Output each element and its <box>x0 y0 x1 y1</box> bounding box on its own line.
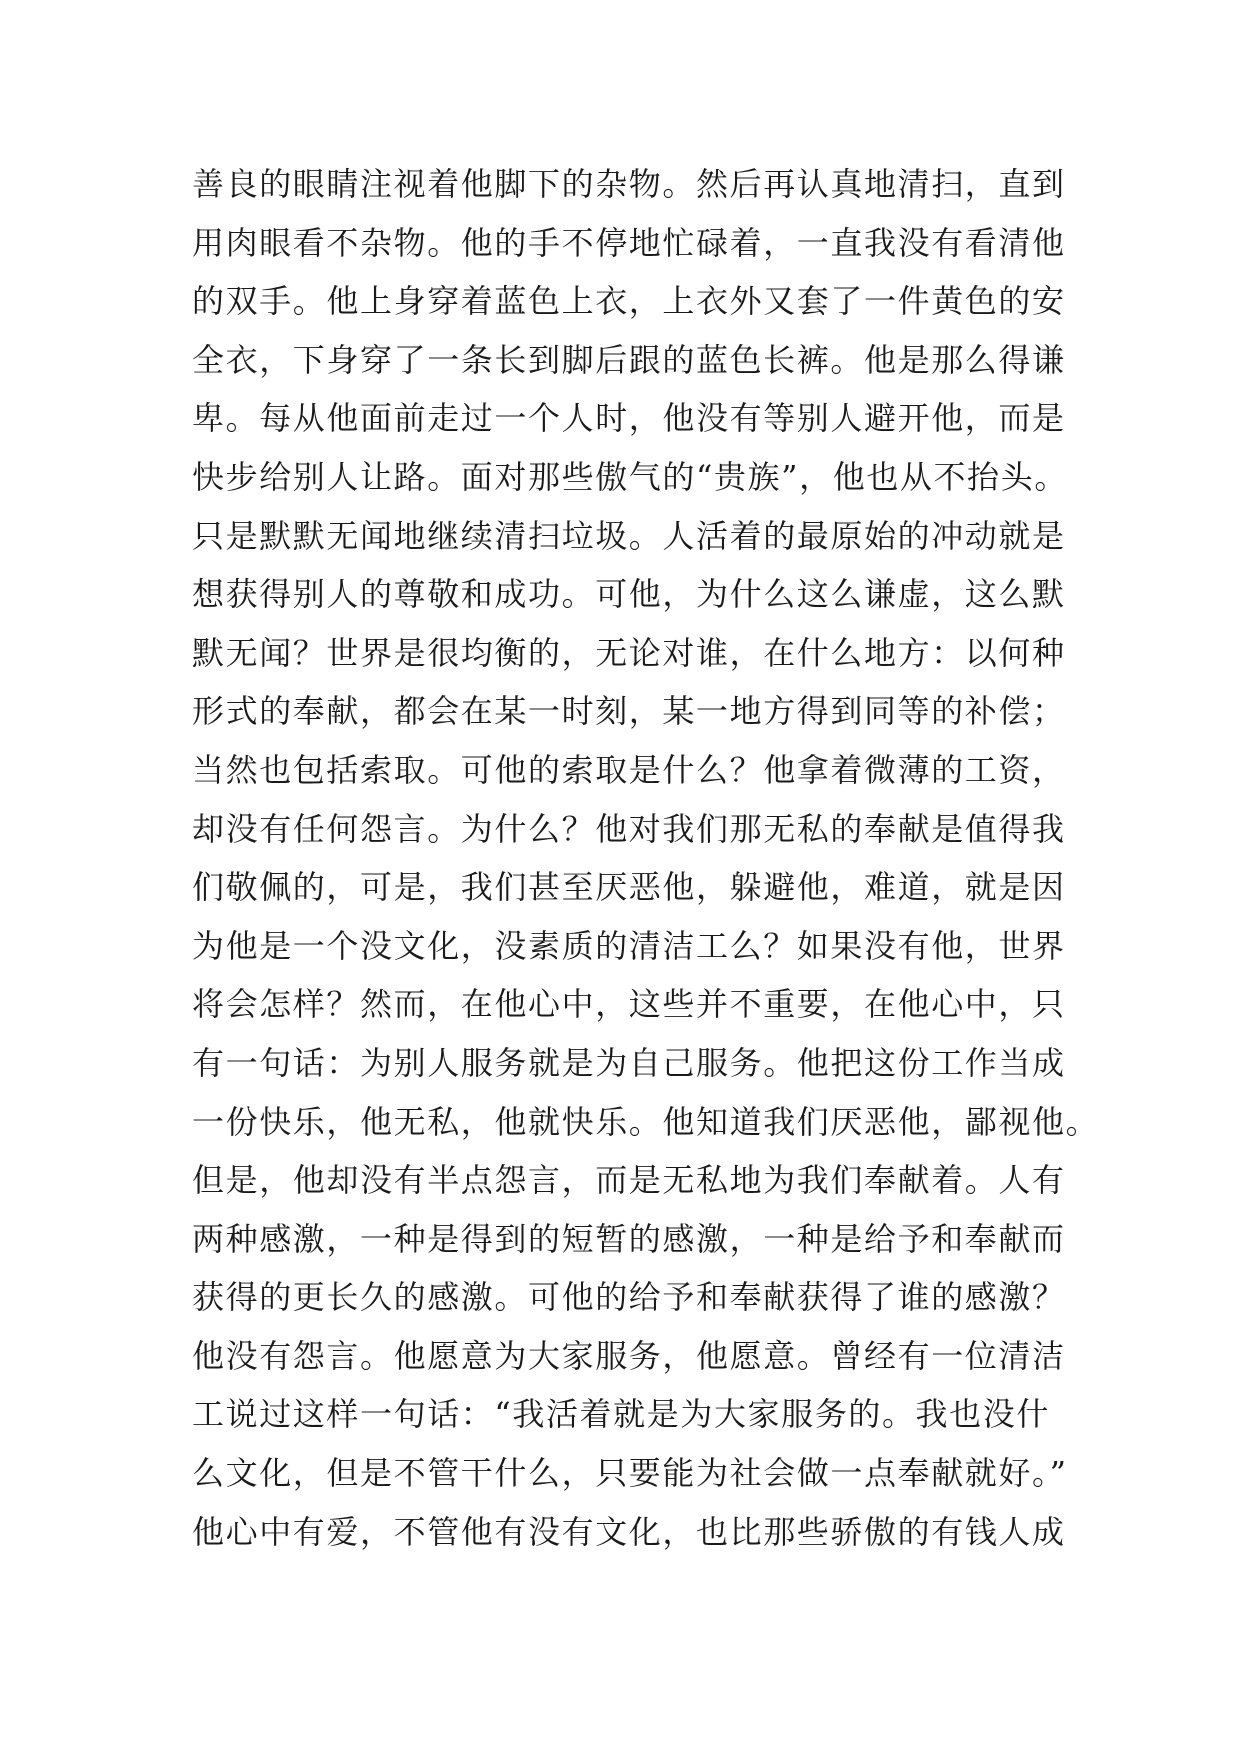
text-line-21: 他没有怨言。他愿意为大家服务，他愿意。曾经有一位清洁 <box>192 1336 1066 1375</box>
text-line-4: 全衣，下身穿了一条长到脚后跟的蓝色长裤。他是那么得谦 <box>192 340 1066 379</box>
text-line-6: 快步给别人让路。面对那些傲气的“贵族”，他也从不抬头。 <box>192 457 1068 496</box>
text-line-3: 的双手。他上身穿着蓝色上衣，上衣外又套了一件黄色的安 <box>192 282 1066 321</box>
text-line-1: 善良的眼睛注视着他脚下的杂物。然后再认真地清扫，直到 <box>192 165 1066 203</box>
text-line-22: 工说过这样一句话：“我活着就是为大家服务的。我也没什 <box>192 1395 1050 1434</box>
text-line-2: 用肉眼看不杂物。他的手不停地忙碌着，一直我没有看清他 <box>192 223 1066 262</box>
text-line-16: 有一句话：为别人服务就是为自己服务。他把这份工作当成 <box>192 1043 1066 1082</box>
text-line-24: 他心中有爱，不管他有没有文化，也比那些骄傲的有钱人成 <box>192 1512 1066 1551</box>
text-line-14: 为他是一个没文化，没素质的清洁工么？如果没有他，世界 <box>192 926 1066 965</box>
text-line-19: 两种感激，一种是得到的短暂的感激，一种是给予和奉献而 <box>192 1219 1066 1258</box>
text-line-12: 却没有任何怨言。为什么？他对我们那无私的奉献是值得我 <box>192 809 1066 848</box>
text-line-8: 想获得别人的尊敬和成功。可他，为什么这么谦虚，这么默 <box>192 575 1066 614</box>
text-line-5: 卑。每从他面前走过一个人时，他没有等别人避开他，而是 <box>192 399 1066 438</box>
text-line-9: 默无闻？世界是很均衡的，无论对谁，在什么地方：以何种 <box>192 633 1066 672</box>
text-line-23: 么文化，但是不管干什么，只要能为社会做一点奉献就好。” <box>192 1454 1068 1493</box>
text-line-11: 当然也包括索取。可他的索取是什么？他拿着微薄的工资， <box>192 750 1066 789</box>
text-line-18: 但是，他却没有半点怨言，而是无私地为我们奉献着。人有 <box>192 1161 1066 1200</box>
text-line-20: 获得的更长久的感激。可他的给予和奉献获得了谁的感激？ <box>192 1278 1066 1317</box>
body-text <box>192 155 1100 1561</box>
text-line-17: 一份快乐，他无私，他就快乐。他知道我们厌恶他，鄙视他。 <box>192 1102 1100 1141</box>
text-line-15: 将会怎样？然而，在他心中，这些并不重要，在他心中，只 <box>192 985 1066 1024</box>
text-line-13: 们敬佩的，可是，我们甚至厌恶他，躲避他，难道，就是因 <box>192 868 1066 907</box>
text-line-10: 形式的奉献，都会在某一时刻，某一地方得到同等的补偿； <box>192 692 1066 731</box>
text-line-7: 只是默默无闻地继续清扫垃圾。人活着的最原始的冲动就是 <box>192 516 1066 555</box>
